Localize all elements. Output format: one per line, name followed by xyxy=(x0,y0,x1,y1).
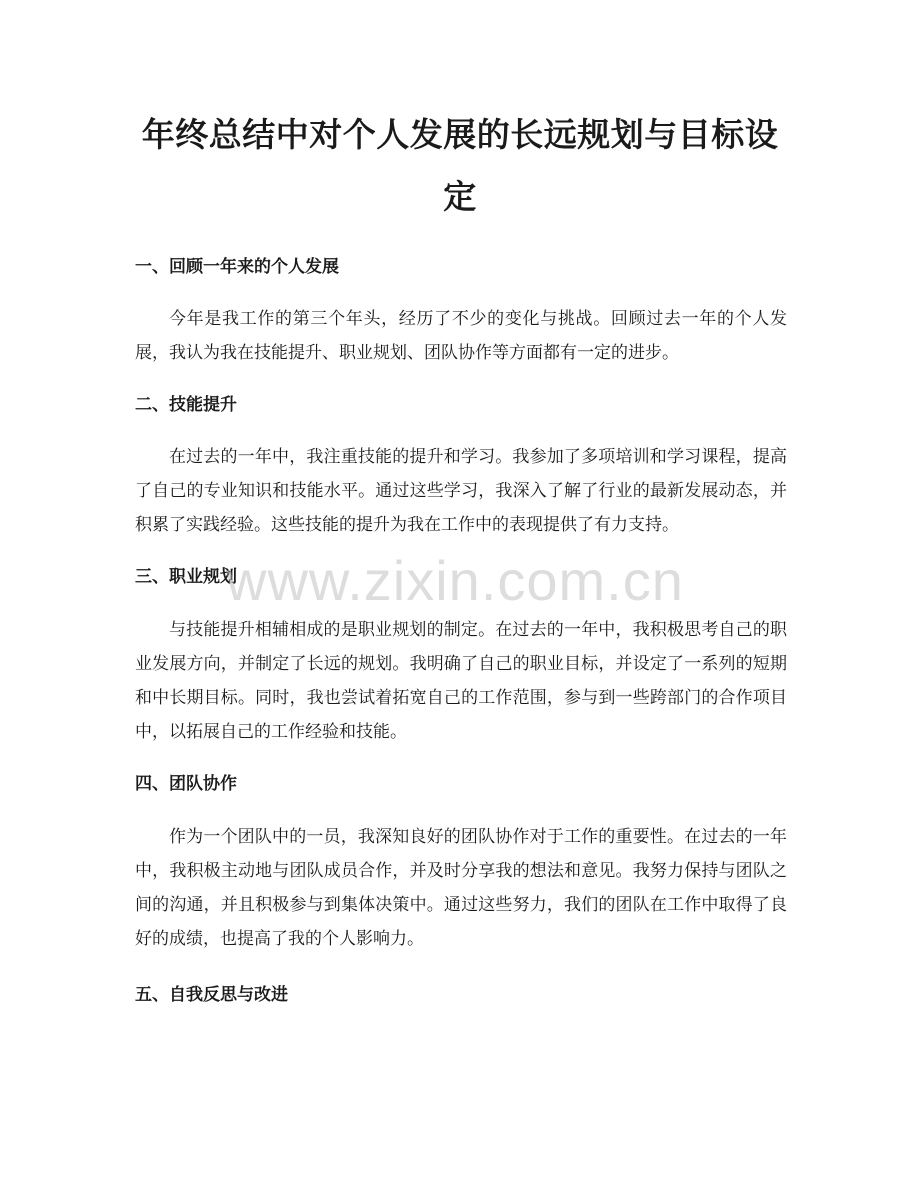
section-paragraph-skills: 在过去的一年中，我注重技能的提升和学习。我参加了多项培训和学习课程，提高了自己的专业知识和技能水平。通过这些学习，我深入了解了行业的最新发展动态，并积累了实践经验。这些技能的提升为我在工作中的表现提供了有力支持。 xyxy=(135,447,787,535)
section-heading-career: 三、职业规划 xyxy=(135,567,237,587)
section-heading-reflection: 五、自我反思与改进 xyxy=(135,985,288,1005)
section-heading-teamwork: 四、团队协作 xyxy=(135,774,237,794)
section-heading-skills: 二、技能提升 xyxy=(135,395,237,415)
watermark-text: www.zixin.com.cn xyxy=(226,549,684,612)
section-paragraph-career: 与技能提升相辅相成的是职业规划的制定。在过去的一年中，我积极思考自己的职业发展方向，并制定了长远的规划。我明确了自己的职业目标，并设定了一系列的短期和中长期目标。同时，我也尝试着拓宽自己的工作范围，参与到一些跨部门的合作项目中，以拓展自己的工作经验和技能。 xyxy=(135,620,787,742)
section-paragraph-review: 今年是我工作的第三个年头，经历了不少的变化与挑战。回顾过去一年的个人发展，我认为我在技能提升、职业规划、团队协作等方面都有一定的进步。 xyxy=(135,309,787,363)
section-heading-review: 一、回顾一年来的个人发展 xyxy=(135,257,339,277)
section-paragraph-teamwork: 作为一个团队中的一员，我深知良好的团队协作对于工作的重要性。在过去的一年中，我积极主动地与团队成员合作，并及时分享我的想法和意见。我努力保持与团队之间的沟通，并且积极参与到集体决策中。通过这些努力，我们的团队在工作中取得了良好的成绩，也提高了我的个人影响力。 xyxy=(135,827,787,949)
document-title: 年终总结中对个人发展的长远规划与目标设定 xyxy=(141,115,779,216)
